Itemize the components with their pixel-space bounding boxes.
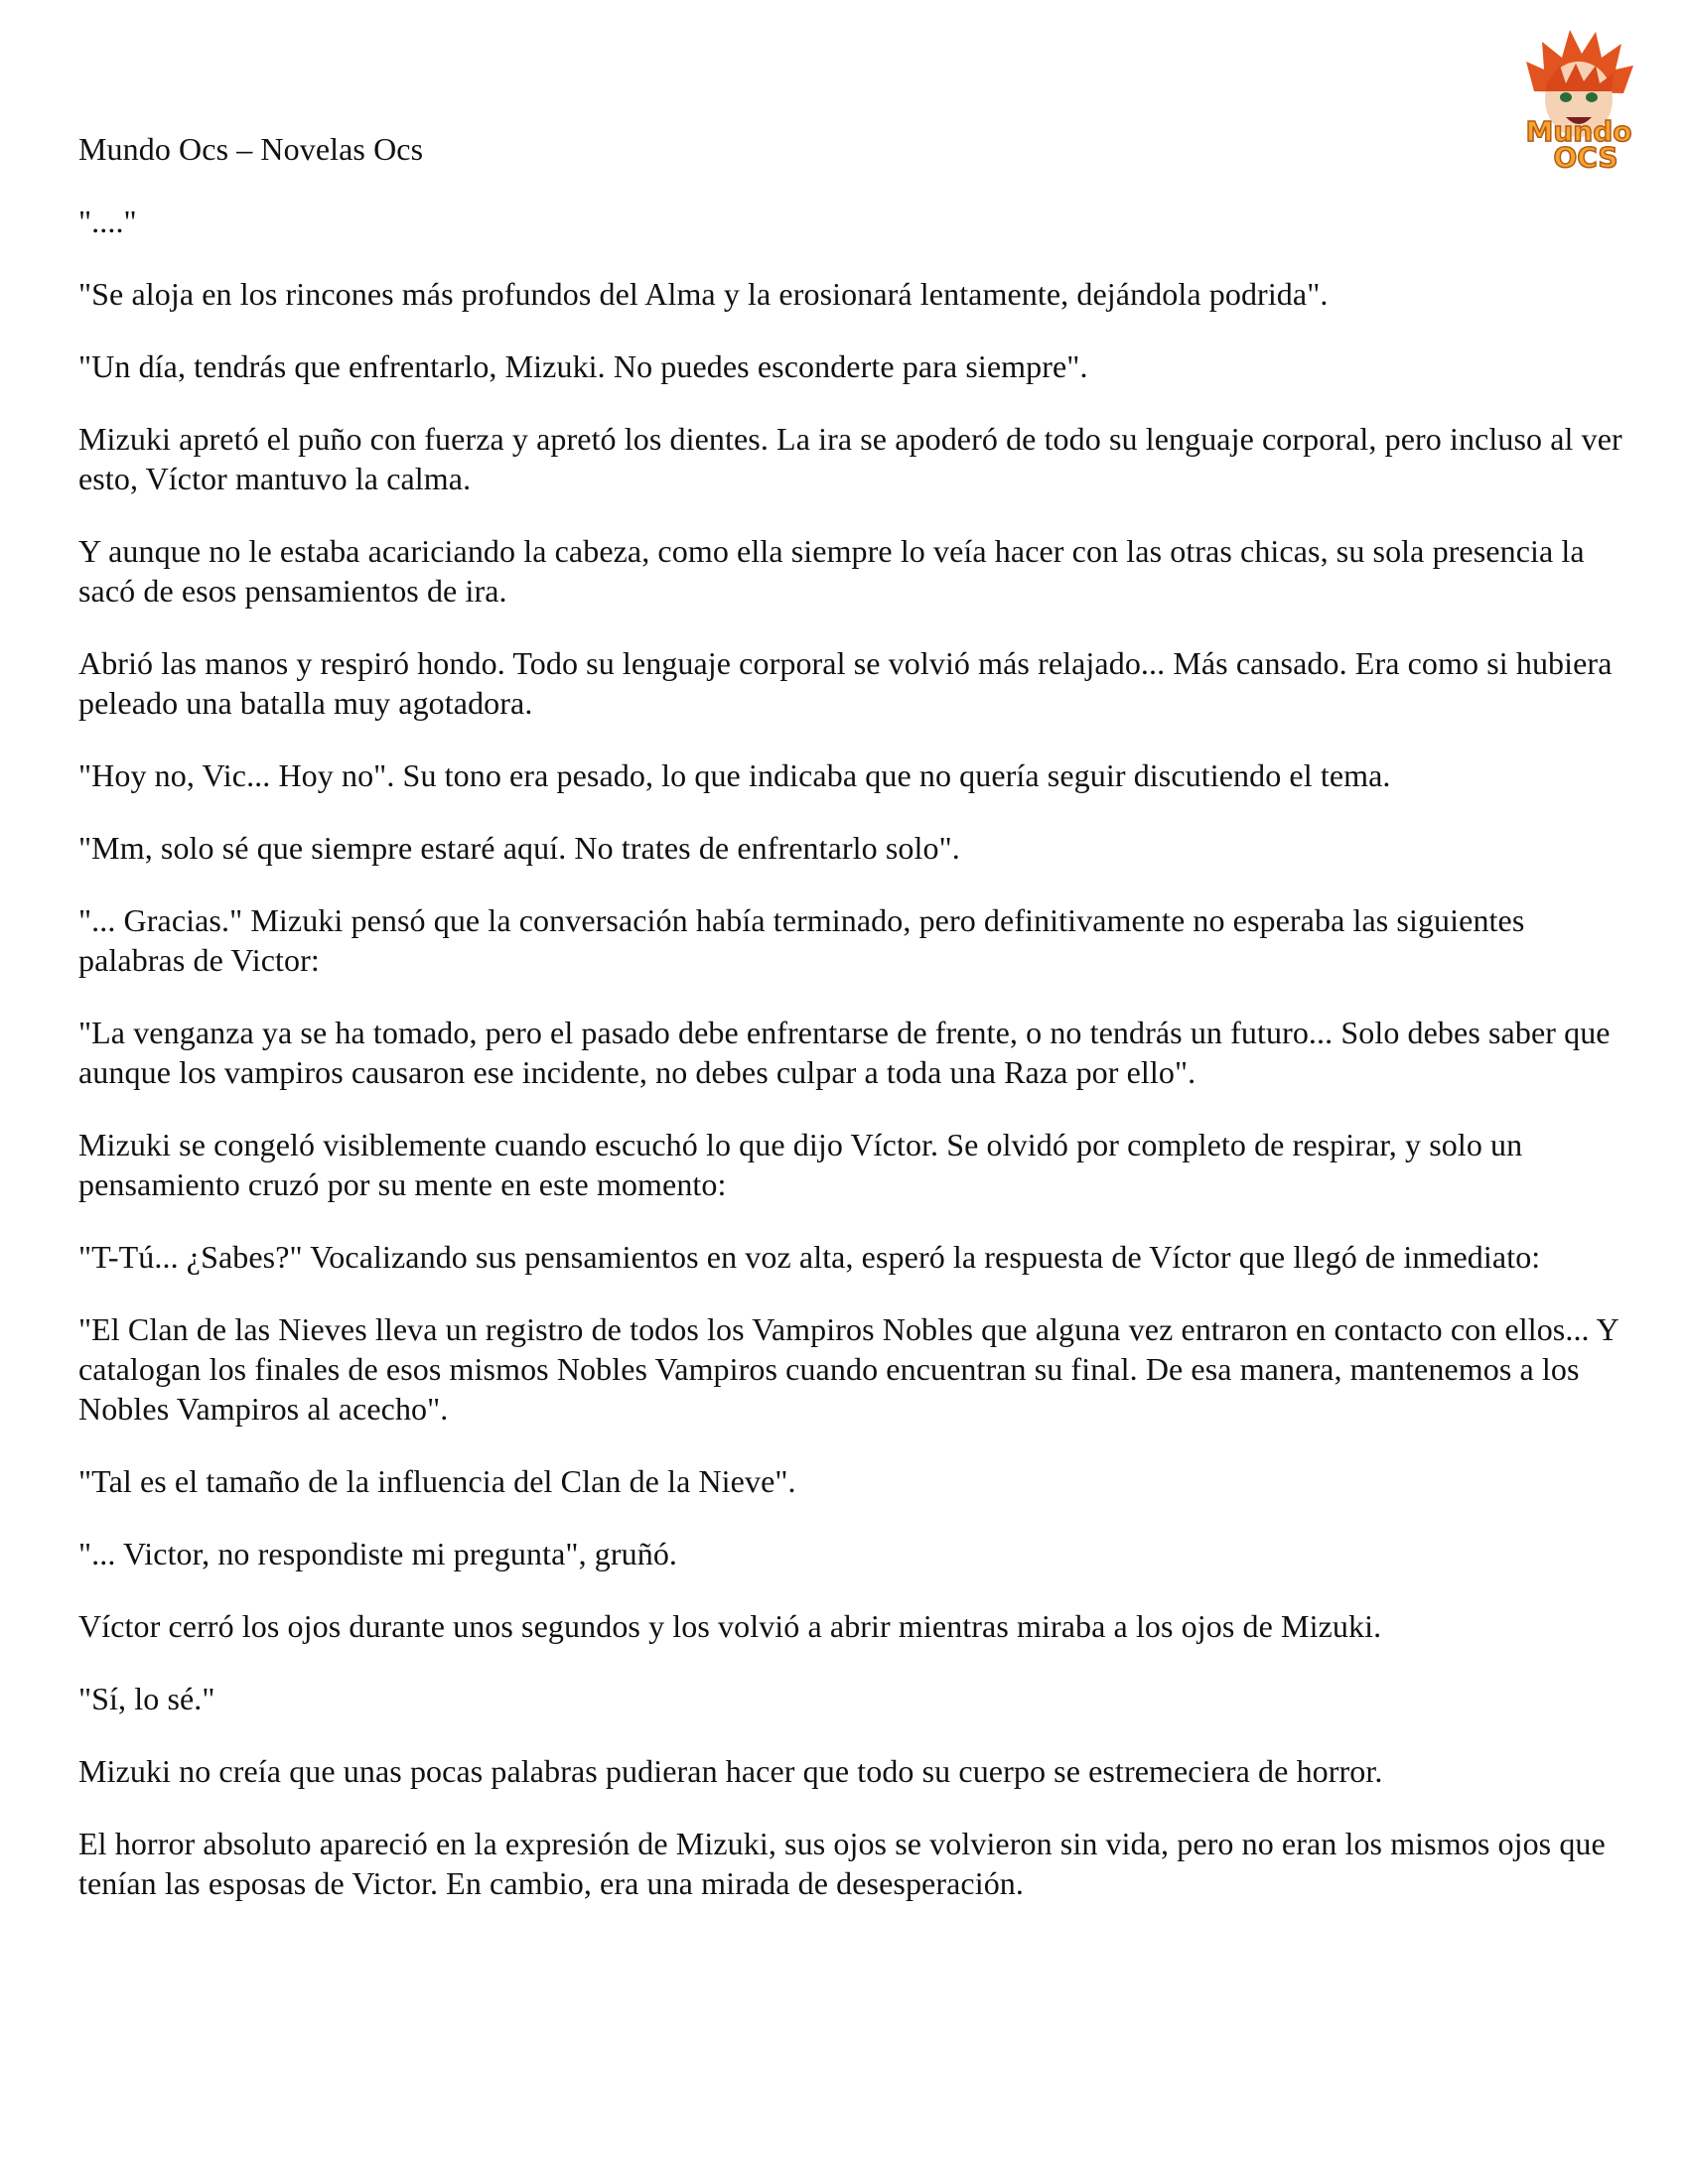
paragraph: "... Victor, no respondiste mi pregunta", gruñó. — [78, 1536, 678, 1571]
logo-eye-right — [1586, 92, 1598, 102]
paragraph: Y aunque no le estaba acariciando la cabeza, como ella siempre lo veía hacer con las otras chicas, su sola presencia la sacó de esos pensamientos de ira. — [78, 533, 1585, 609]
paragraph: "Mm, solo sé que siempre estaré aquí. No trates de enfrentarlo solo". — [78, 830, 960, 866]
paragraph: "Sí, lo sé." — [78, 1681, 215, 1716]
paragraph: "T-Tú... ¿Sabes?" Vocalizando sus pensamientos en voz alta, esperó la respuesta de Víctor que llegó de inmediato: — [78, 1239, 1541, 1275]
paragraph: "Tal es el tamaño de la influencia del Clan de la Nieve". — [78, 1463, 796, 1499]
paragraph: Mizuki no creía que unas pocas palabras pudieran hacer que todo su cuerpo se estremeciera de horror. — [78, 1753, 1383, 1789]
logo-text-bottom: OCS — [1553, 141, 1618, 171]
paragraph: "Hoy no, Vic... Hoy no". Su tono era pesado, lo que indicaba que no quería seguir discutiendo el tema. — [78, 757, 1391, 793]
paragraph: Mizuki apretó el puño con fuerza y apretó los dientes. La ira se apoderó de todo su lenguaje corporal, pero incluso al ver esto, Víctor mantuvo la calma. — [78, 421, 1622, 496]
paragraph: Abrió las manos y respiró hondo. Todo su lenguaje corporal se volvió más relajado... Más cansado. Era como si hubiera peleado una batalla muy agotadora. — [78, 645, 1613, 721]
document-header: Mundo Ocs – Novelas Ocs — [78, 131, 424, 167]
paragraph: El horror absoluto apareció en la expresión de Mizuki, sus ojos se volvieron sin vida, pero no eran los mismos ojos que tenían las esposas de Victor. En cambio, era una mirada de desesperación. — [78, 1826, 1606, 1901]
paragraph: "La venganza ya se ha tomado, pero el pasado debe enfrentarse de frente, o no tendrás un futuro... Solo debes saber que aunque los vampiros causaron ese incidente, no debes culpar a toda una Raza por ello". — [78, 1015, 1611, 1090]
document-body — [78, 129, 1627, 1936]
paragraph: Víctor cerró los ojos durante unos segundos y los volvió a abrir mientras miraba a los ojos de Mizuki. — [78, 1608, 1382, 1644]
paragraph: "... Gracias." Mizuki pensó que la conversación había terminado, pero definitivamente no esperaba las siguientes palabras de Victor: — [78, 902, 1525, 978]
paragraph: "Un día, tendrás que enfrentarlo, Mizuki. No puedes esconderte para siempre". — [78, 348, 1088, 384]
paragraph: "El Clan de las Nieves lleva un registro de todos los Vampiros Nobles que alguna vez entraron en contacto con ellos... Y catalogan los finales de esos mismos Nobles Vampiros cuando encuentran su final. De esa manera, mantenemos a los Nobles Vampiros al acecho". — [78, 1311, 1618, 1427]
logo-text-top: Mundo — [1525, 115, 1632, 148]
paragraph: "Se aloja en los rincones más profundos del Alma y la erosionará lentamente, dejándola podrida". — [78, 276, 1329, 312]
logo-eye-left — [1560, 92, 1572, 102]
paragraph: "...." — [78, 204, 137, 239]
paragraph: Mizuki se congeló visiblemente cuando escuchó lo que dijo Víctor. Se olvidó por completo de respirar, y solo un pensamiento cruzó por su mente en este momento: — [78, 1127, 1523, 1202]
